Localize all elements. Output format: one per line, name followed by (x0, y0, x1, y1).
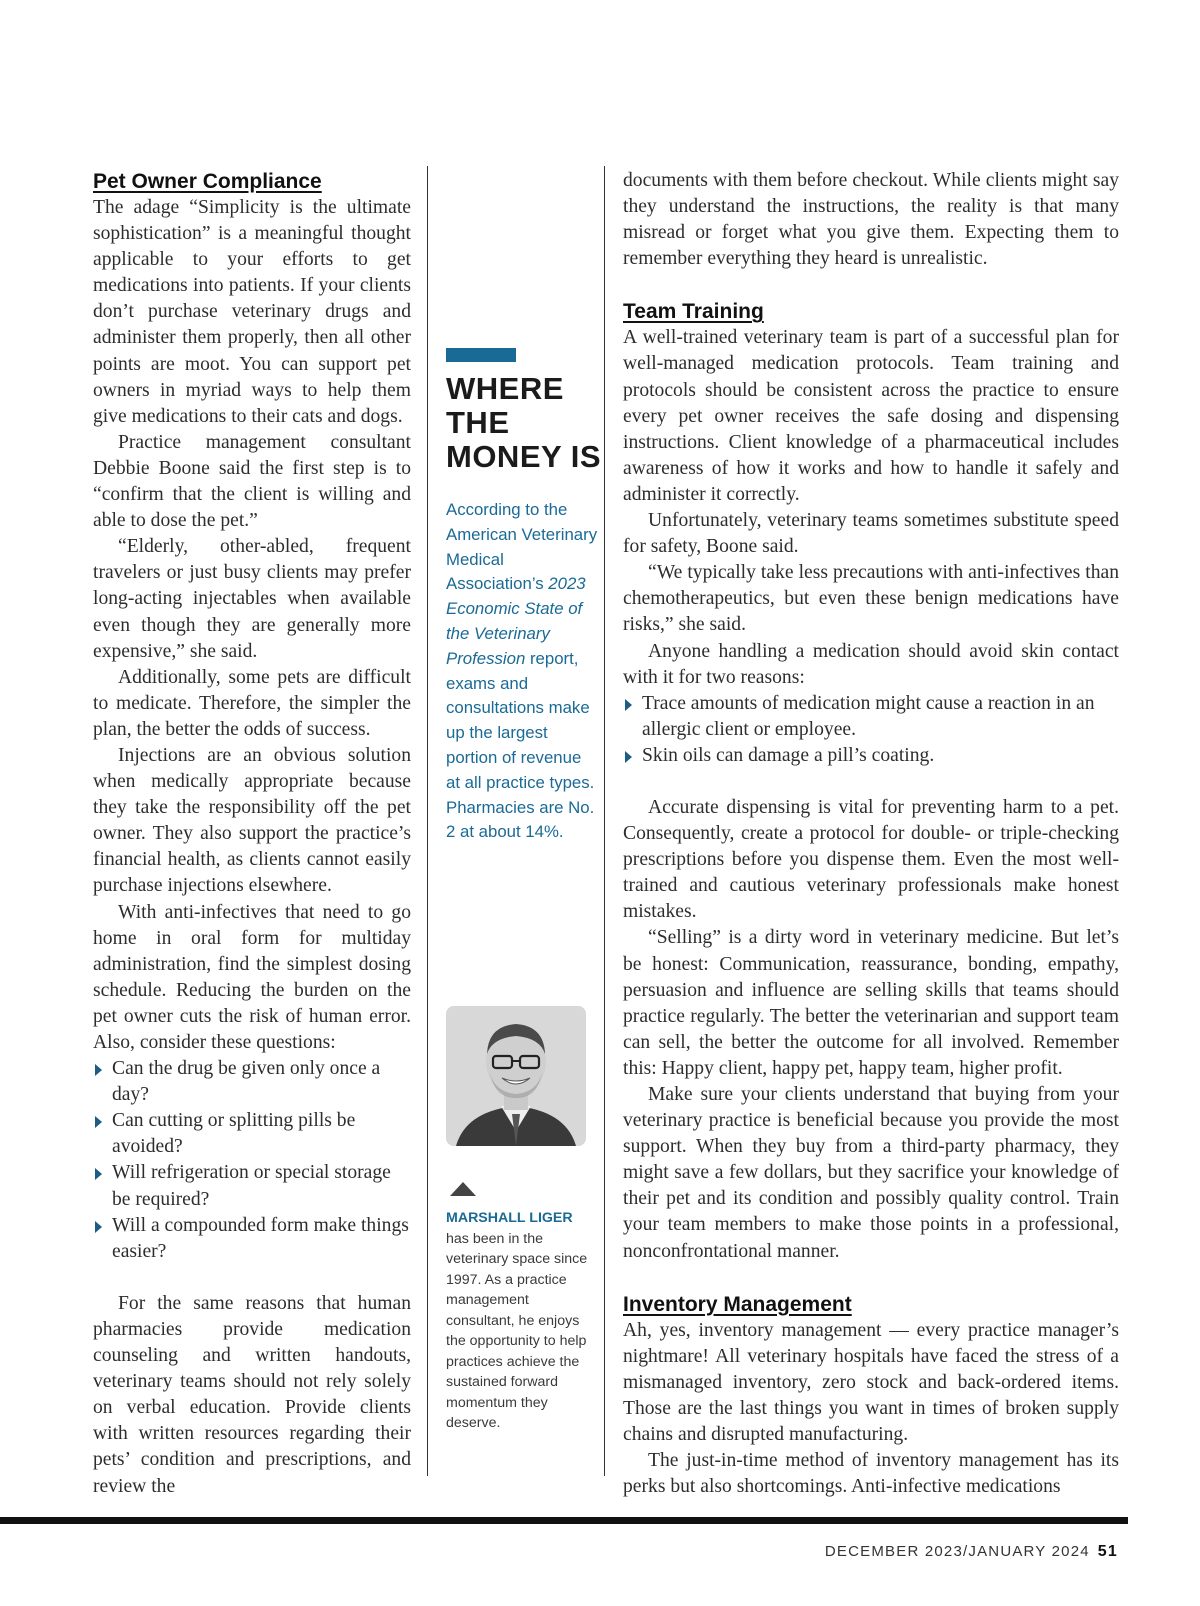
column-divider-right (604, 166, 605, 1476)
caret-up-icon (450, 1182, 476, 1196)
list-item: Trace amounts of medication might cause a reaction in an allergic client or employee. (623, 691, 1119, 743)
sidebar-body (446, 498, 598, 845)
author-photo (446, 1006, 586, 1146)
paragraph: Additionally, some pets are difficult to medicate. Therefore, the simpler the plan, the better the odds of success. (93, 666, 411, 740)
sidebar-title-line: MONEY IS (446, 439, 602, 474)
sidebar-text-a: According to the American Veterinary Medical Association’s (446, 500, 598, 594)
report-title: 2023 Economic State of the Veterinary Profession (446, 574, 586, 668)
sidebar-text-b: report, exams and consultations make up the largest portion of revenue at all practice types. Pharmacies are No. 2 at about 14%. (446, 648, 595, 842)
paragraph: “Selling” is a dirty word in veterinary medicine. But let’s be honest: Communication, reassurance, bonding, empathy, persuasion and influence are selling skills that teams should practice regularly. The better the veterinarian and support team can sell, the better the outcome for all involved. Remember this: Happy client, happy pet, happy team, higher profit. (623, 927, 1119, 1079)
list-item: Can the drug be given only once a day? (93, 1056, 411, 1108)
list-item: Skin oils can damage a pill’s coating. (623, 743, 1119, 769)
author-portrait-icon (446, 1006, 586, 1146)
paragraph: With anti-infectives that need to go home in oral form for multiday administration, find the simplest dosing schedule. Reducing the burden on the pet owner cuts the risk of human error. Also, consider these questions: (93, 901, 411, 1053)
list-item: Can cutting or splitting pills be avoided? (93, 1108, 411, 1160)
paragraph: Ah, yes, inventory management — every practice manager’s nightmare! All veterinary hospitals have faced the stress of a mismanaged inventory, zero stock and back-ordered items. Those are the last things you want in times of broken supply chains and disrupted manufacturing. (623, 1319, 1119, 1446)
paragraph: For the same reasons that human pharmacies provide medication counseling and written handouts, veterinary teams should not rely solely on verbal education. Provide clients with written resources regarding their pets’ condition and prescriptions, and review the (93, 1292, 411, 1497)
sidebar (446, 168, 602, 1474)
author-bio-text: has been in the veterinary space since 1997. As a practice management consultant, he enjoys the opportunity to help practices achieve the sustained forward momentum they deserve. (446, 1230, 588, 1431)
paragraph: Make sure your clients understand that buying from your veterinary practice is beneficial because you provide the most support. When they buy from a third-party pharmacy, they might save a few dollars, but they sacrifice your knowledge of their pet and its condition and possibly quality control. Train your team members to make those points in a professional, nonconfrontational manner. (623, 1084, 1119, 1262)
spacer (93, 1265, 411, 1291)
paragraph: A well-trained veterinary team is part of a successful plan for well-managed medication protocols. Team training and protocols should be consistent across the practice to ensure every pet owner receives the safe dosing and dispensing instructions. Client knowledge of a pharmaceutical includes awareness of how it works and how to handle it safely and administer it correctly. (623, 327, 1119, 505)
heading-inventory-management: Inventory Management (623, 1292, 852, 1316)
author-name: MARSHALL LIGER (446, 1210, 573, 1226)
paragraph: The adage “Simplicity is the ultimate sophistication” is a meaningful thought applicable to your efforts to get medications into patients. If your clients don’t purchase veterinary drugs and administer them properly, then all other points are moot. You can support pet owners in myriad ways to help them give medications to their cats and dogs. (93, 197, 411, 427)
spacer (623, 1265, 1119, 1291)
paragraph: documents with them before checkout. While clients might say they understand the instructions, the reality is that many misread or forget what you give them. Expecting them to remember everything they heard is unrealistic. (623, 170, 1119, 270)
sidebar-title-line: WHERE (446, 371, 564, 406)
paragraph: Injections are an obvious solution when medically appropriate because they take the responsibility off the pet owner. They also support the practice’s financial health, as clients cannot easily purchase injections elsewhere. (93, 744, 411, 897)
heading-team-training: Team Training (623, 300, 764, 324)
page-footer (825, 1543, 1118, 1561)
sidebar-title-line: THE (446, 405, 510, 440)
paragraph: Accurate dispensing is vital for preventing harm to a pet. Consequently, create a protocol for double- or triple-checking prescriptions before you dispense them. Even the most well-trained and cautious veterinary professionals make honest mistakes. (623, 796, 1119, 923)
page-number: 51 (1097, 1543, 1118, 1560)
reasons-list (623, 691, 1119, 769)
list-item: Will refrigeration or special storage be required? (93, 1160, 411, 1212)
sidebar-accent-bar (446, 348, 516, 362)
issue-date: DECEMBER 2023/JANUARY 2024 (824, 1543, 1090, 1560)
paragraph: Unfortunately, veterinary teams sometimes substitute speed for safety, Boone said. (623, 510, 1119, 558)
author-bio (446, 1208, 598, 1434)
column-divider-left (427, 166, 428, 1476)
paragraph: “Elderly, other-abled, frequent travelers or just busy clients may prefer long-acting injectables when available even though they are generally more expensive,” she said. (93, 536, 411, 662)
heading-pet-owner-compliance: Pet Owner Compliance (93, 170, 322, 193)
question-list (93, 1056, 411, 1265)
sidebar-title (446, 372, 606, 474)
spacer (623, 272, 1119, 298)
paragraph: “We typically take less precautions with anti-infectives than chemotherapeutics, but even these benign medications have risks,” she said. (623, 562, 1119, 636)
right-column (623, 168, 1119, 1500)
paragraph: Anyone handling a medication should avoid skin contact with it for two reasons: (623, 640, 1119, 688)
footer-rule (0, 1517, 1128, 1524)
list-item: Will a compounded form make things easier? (93, 1213, 411, 1265)
paragraph: The just-in-time method of inventory management has its perks but also shortcomings. Anti-infective medications (623, 1450, 1119, 1498)
left-column (93, 168, 411, 1500)
spacer (623, 769, 1119, 795)
paragraph: Practice management consultant Debbie Boone said the first step is to “confirm that the client is willing and able to dose the pet.” (93, 431, 411, 532)
